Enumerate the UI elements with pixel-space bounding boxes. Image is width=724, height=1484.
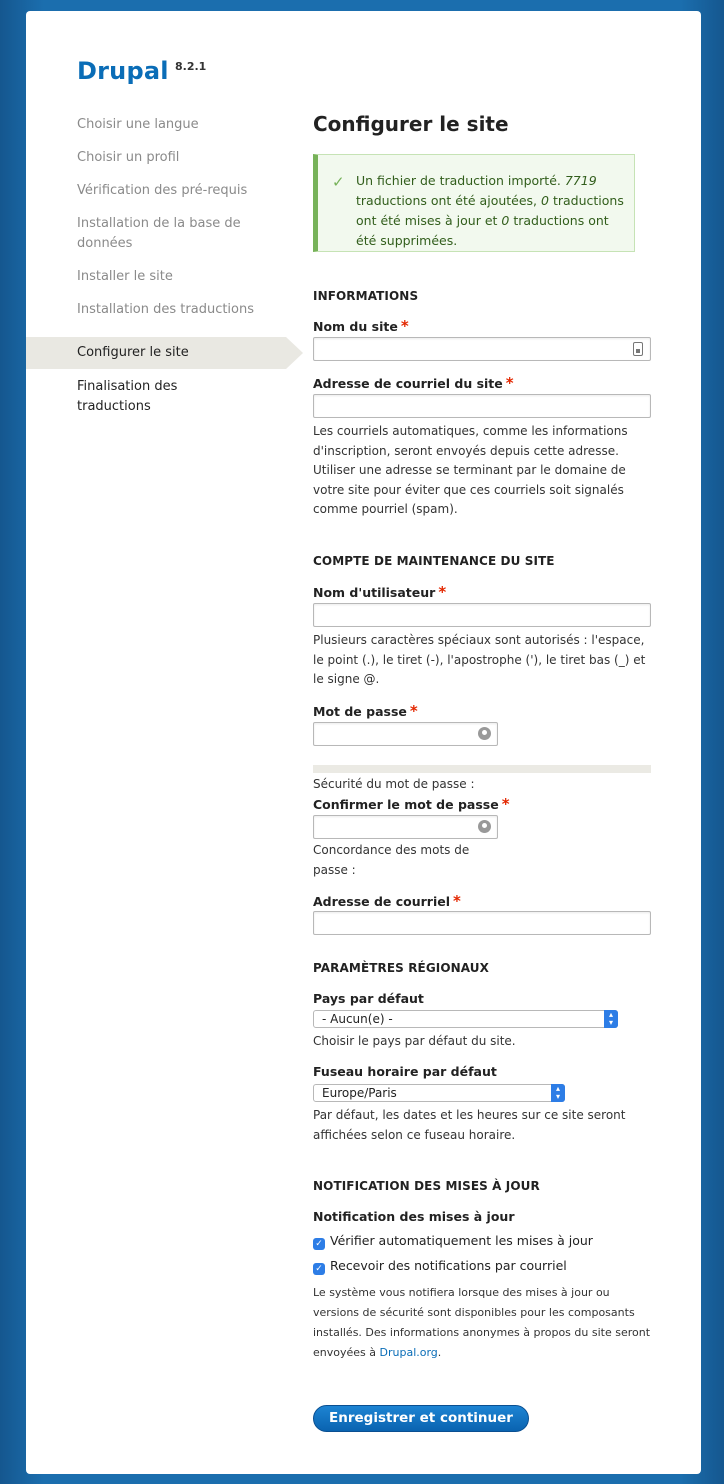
confirm-password-input[interactable] <box>313 815 498 839</box>
section-heading-account: COMPTE DE MAINTENANCE DU SITE <box>313 554 555 568</box>
site-mail-label: Adresse de courriel du site * <box>313 374 514 392</box>
required-marker: * <box>409 702 418 720</box>
updates-description: Le système vous notifiera lorsque des mises à jour ou versions de sécurité sont disponibles pour les composants installés. Des informations anonymes à propos du site seront envoyées à Drupal.org. <box>313 1286 651 1359</box>
checkbox-checked-icon[interactable]: ✓ <box>313 1263 325 1275</box>
password-strength-label: Sécurité du mot de passe : <box>313 777 475 791</box>
page-title: Configurer le site <box>313 112 509 136</box>
step-finalize-translations: Finalisation des traductions <box>77 379 178 414</box>
version-badge: 8.2.1 <box>175 60 207 73</box>
site-name-input[interactable] <box>313 337 651 361</box>
required-marker: * <box>438 583 447 601</box>
country-label: Pays par défaut <box>313 991 424 1006</box>
step-install-site: Installer le site <box>77 269 173 284</box>
username-input[interactable] <box>313 603 651 627</box>
checkbox-checked-icon[interactable]: ✓ <box>313 1238 325 1250</box>
drupal-logo: Drupal <box>77 57 169 85</box>
account-email-input[interactable] <box>313 911 651 935</box>
drupal-org-link[interactable]: Drupal.org <box>379 1346 438 1359</box>
install-card <box>26 11 701 1474</box>
password-strength-meter <box>313 765 651 773</box>
required-marker: * <box>501 795 510 813</box>
timezone-select[interactable]: Europe/Paris ▴ ▾ <box>313 1084 565 1102</box>
step-requirements: Vérification des pré-requis <box>77 183 248 198</box>
required-marker: * <box>453 892 461 910</box>
site-mail-description: Les courriels automatiques, comme les informations d'inscription, seront envoyés depuis cette adresse. Utiliser une adresse se terminant par le domaine de votre site pour éviter que ces courriels soit signalés comme pourriel (spam). <box>313 424 628 516</box>
account-email-label: Adresse de courriel * <box>313 892 461 910</box>
section-heading-info: INFORMATIONS <box>313 289 419 303</box>
country-description: Choisir le pays par défaut du site. <box>313 1034 516 1048</box>
step-translations: Installation des traductions <box>77 302 255 317</box>
section-heading-regional: PARAMÈTRES RÉGIONAUX <box>313 961 489 975</box>
password-label: Mot de passe * <box>313 702 418 720</box>
required-marker: * <box>400 317 409 335</box>
username-description: Plusieurs caractères spéciaux sont autorisés : l'espace, le point (.), le tiret (-), l'apostrophe ('), le tiret bas (_) et le signe @. <box>313 633 646 686</box>
timezone-description: Par défaut, les dates et les heures sur ce site seront affichées selon ce fuseau horaire. <box>313 1108 626 1142</box>
select-arrows-icon: ▴ ▾ <box>604 1010 618 1028</box>
step-configure-site: Configurer le site <box>26 337 286 369</box>
site-name-label: Nom du site * <box>313 317 409 335</box>
section-heading-updates: NOTIFICATION DES MISES À JOUR <box>313 1179 540 1193</box>
checkmark-icon: ✓ <box>332 173 345 191</box>
username-label: Nom d'utilisateur * <box>313 583 447 601</box>
confirm-password-label: Confirmer le mot de passe * <box>313 795 510 813</box>
status-message: ✓ Un fichier de traduction importé. 7719 traductions ont été ajoutées, 0 traductions ont été mises à jour et 0 traductions ont été supprimées. <box>313 154 635 252</box>
brand <box>77 57 207 85</box>
save-and-continue-button[interactable]: Enregistrer et continuer <box>313 1405 529 1432</box>
key-icon <box>478 727 491 740</box>
step-database: Installation de la base de données <box>77 216 241 251</box>
password-match-label: Concordance des mots de passe : <box>313 843 470 877</box>
password-input[interactable] <box>313 722 498 746</box>
step-choose-language: Choisir une langue <box>77 117 199 132</box>
check-updates-automatically[interactable]: ✓ Vérifier automatiquement les mises à jour <box>313 1233 593 1250</box>
site-mail-input[interactable] <box>313 394 651 418</box>
key-icon <box>478 820 491 833</box>
step-choose-profile: Choisir un profil <box>77 150 180 165</box>
contact-card-icon <box>633 342 643 356</box>
timezone-label: Fuseau horaire par défaut <box>313 1064 497 1079</box>
required-marker: * <box>505 374 514 392</box>
select-arrows-icon: ▴ ▾ <box>551 1084 565 1102</box>
country-select[interactable]: - Aucun(e) - ▴ ▾ <box>313 1010 618 1028</box>
updates-label: Notification des mises à jour <box>313 1209 515 1224</box>
receive-email-notifications[interactable]: ✓ Recevoir des notifications par courriel <box>313 1258 567 1275</box>
